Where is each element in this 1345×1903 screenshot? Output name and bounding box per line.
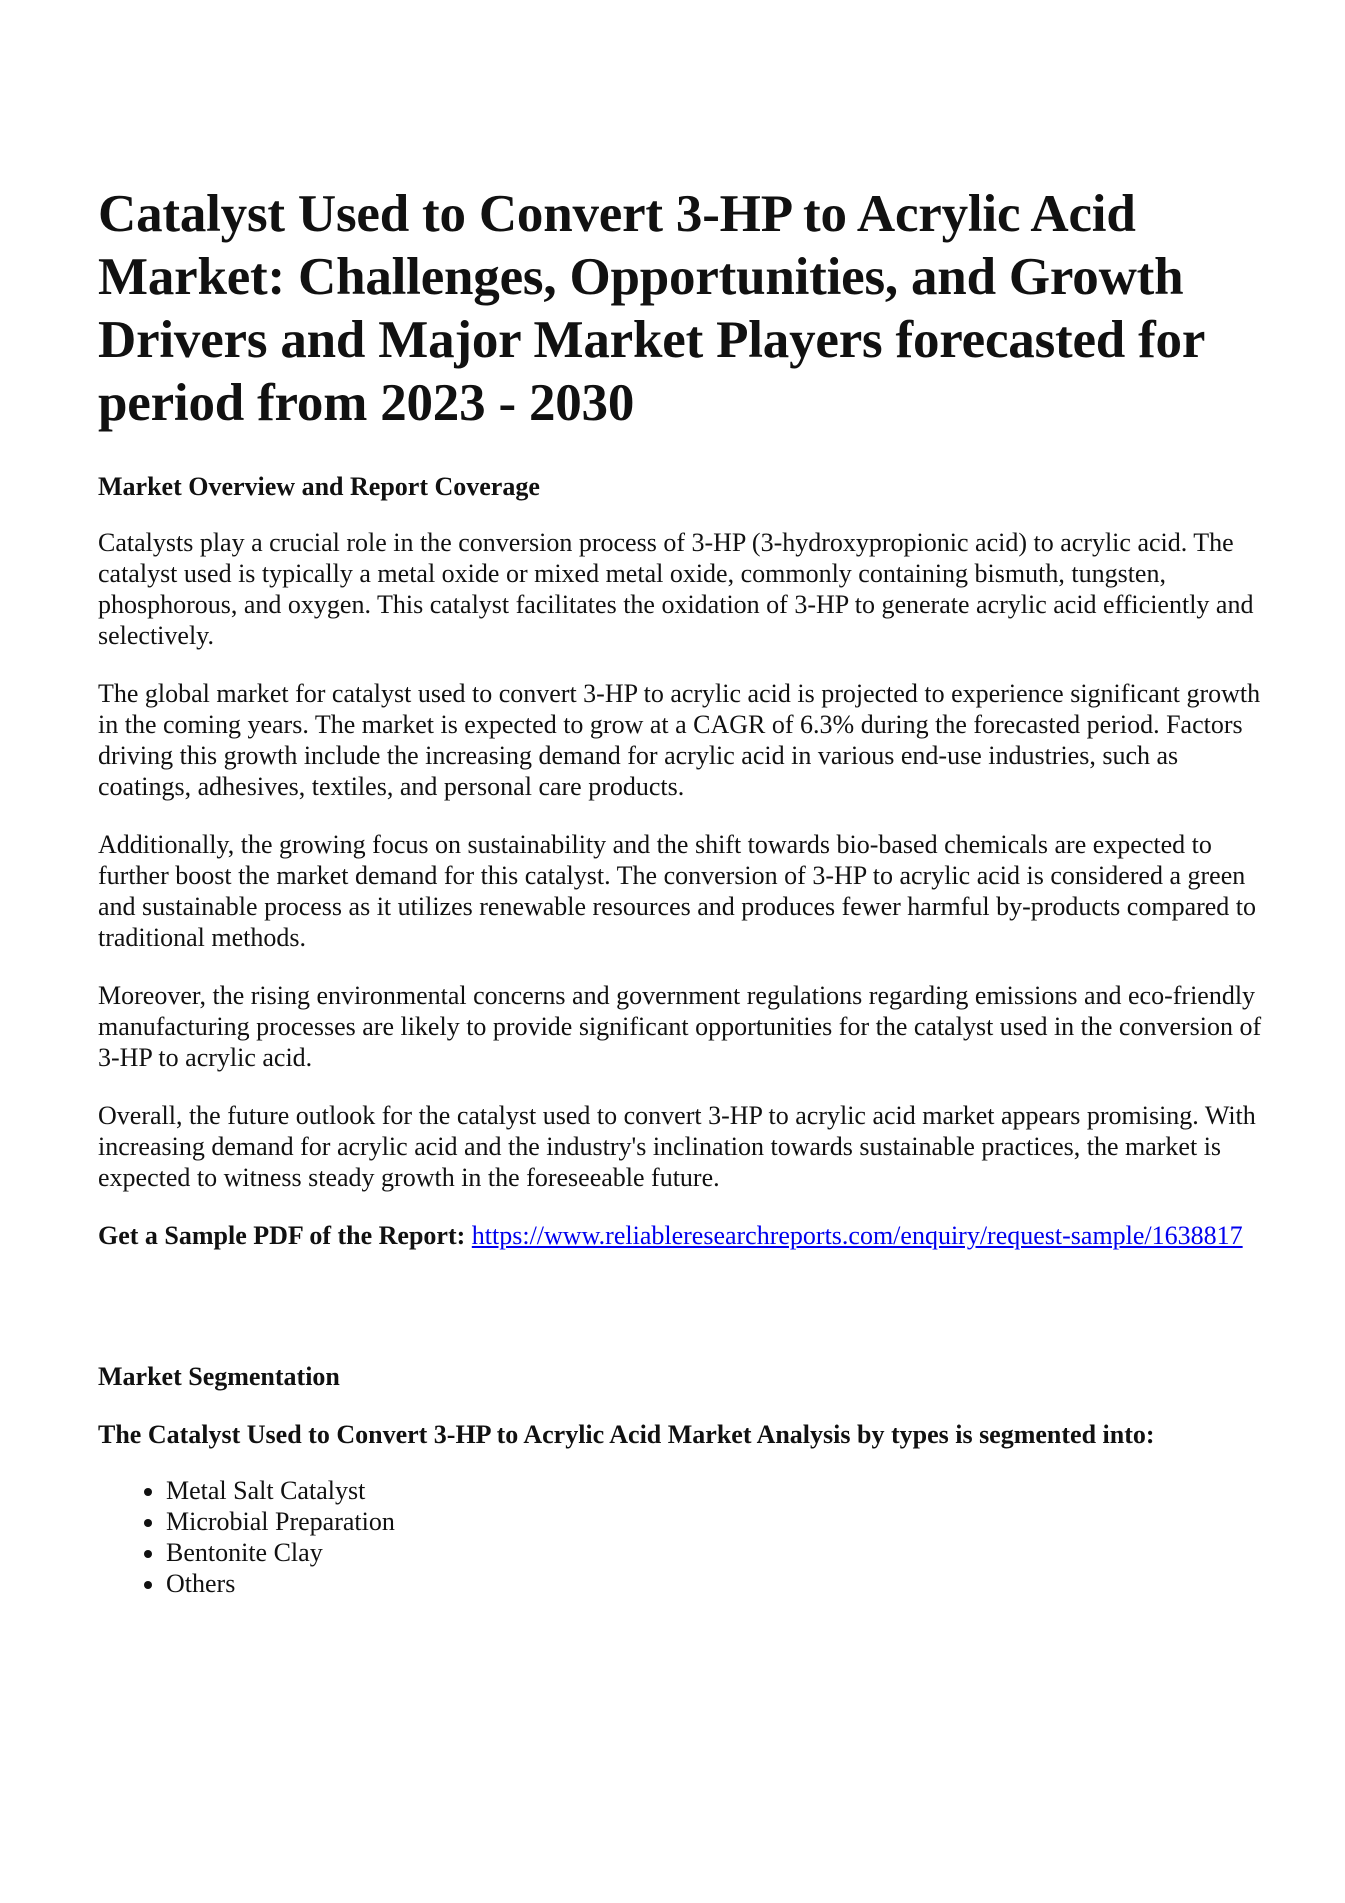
section-spacer bbox=[98, 1251, 1268, 1361]
overview-paragraph-4: Moreover, the rising environmental concerns and government regulations regarding emissions and eco-friendly manufacturing processes are likely to provide significant opportunities for the catalyst used in the conversion of 3-HP to acrylic acid. bbox=[98, 981, 1262, 1072]
overview-paragraph-1: Catalysts play a crucial role in the conversion process of 3-HP (3-hydroxypropionic acid) to acrylic acid. The catalyst used is typically a metal oxide or mixed metal oxide, commonly containing bismuth, tungsten, phosphorous, and oxygen. This catalyst facilitates the oxidation of 3-HP to generate acrylic acid efficiently and selectively. bbox=[98, 528, 1254, 650]
overview-paragraph-2: The global market for catalyst used to convert 3-HP to acrylic acid is projected to experience significant growth in the coming years. The market is expected to grow at a CAGR of 6.3% during the forecasted period. Factors driving this growth include the increasing demand for acrylic acid in various end-use industries, such as coatings, adhesives, textiles, and personal care products. bbox=[98, 679, 1261, 801]
list-item: • Metal Salt Catalyst bbox=[166, 1475, 1268, 1506]
list-item: • Others bbox=[166, 1568, 1268, 1599]
overview-heading: Market Overview and Report Coverage bbox=[98, 472, 540, 501]
overview-paragraph-5: Overall, the future outlook for the catalyst used to convert 3-HP to acrylic acid market appears promising. With increasing demand for acrylic acid and the industry's inclination towards sustainable practices, the market is expected to witness steady growth in the foreseeable future. bbox=[98, 1101, 1256, 1192]
page-title: Catalyst Used to Convert 3-HP to Acrylic Acid Market: Challenges, Opportunities, and Growth Drivers and Major Market Players forecasted for period from 2023 - 2030 bbox=[98, 185, 1205, 432]
sample-pdf-label: Get a Sample PDF of the Report: bbox=[98, 1221, 466, 1250]
overview-paragraph-3: Additionally, the growing focus on sustainability and the shift towards bio-based chemicals are expected to further boost the market demand for this catalyst. The conversion of 3-HP to acrylic acid is considered a green and sustainable process as it utilizes renewable resources and produces fewer harmful by-products compared to traditional methods. bbox=[98, 830, 1257, 952]
segmentation-heading: Market Segmentation bbox=[98, 1362, 340, 1391]
segment-type-list bbox=[98, 1475, 1268, 1599]
report-page bbox=[98, 183, 1268, 1599]
list-item: • Microbial Preparation bbox=[166, 1506, 1268, 1537]
sample-pdf-line bbox=[98, 1220, 1268, 1251]
sample-pdf-link[interactable]: https://www.reliableresearchreports.com/enquiry/request-sample/1638817 bbox=[471, 1221, 1243, 1250]
segmentation-subheading: The Catalyst Used to Convert 3-HP to Acrylic Acid Market Analysis by types is segmented into: bbox=[98, 1420, 1155, 1449]
list-item: • Bentonite Clay bbox=[166, 1537, 1268, 1568]
